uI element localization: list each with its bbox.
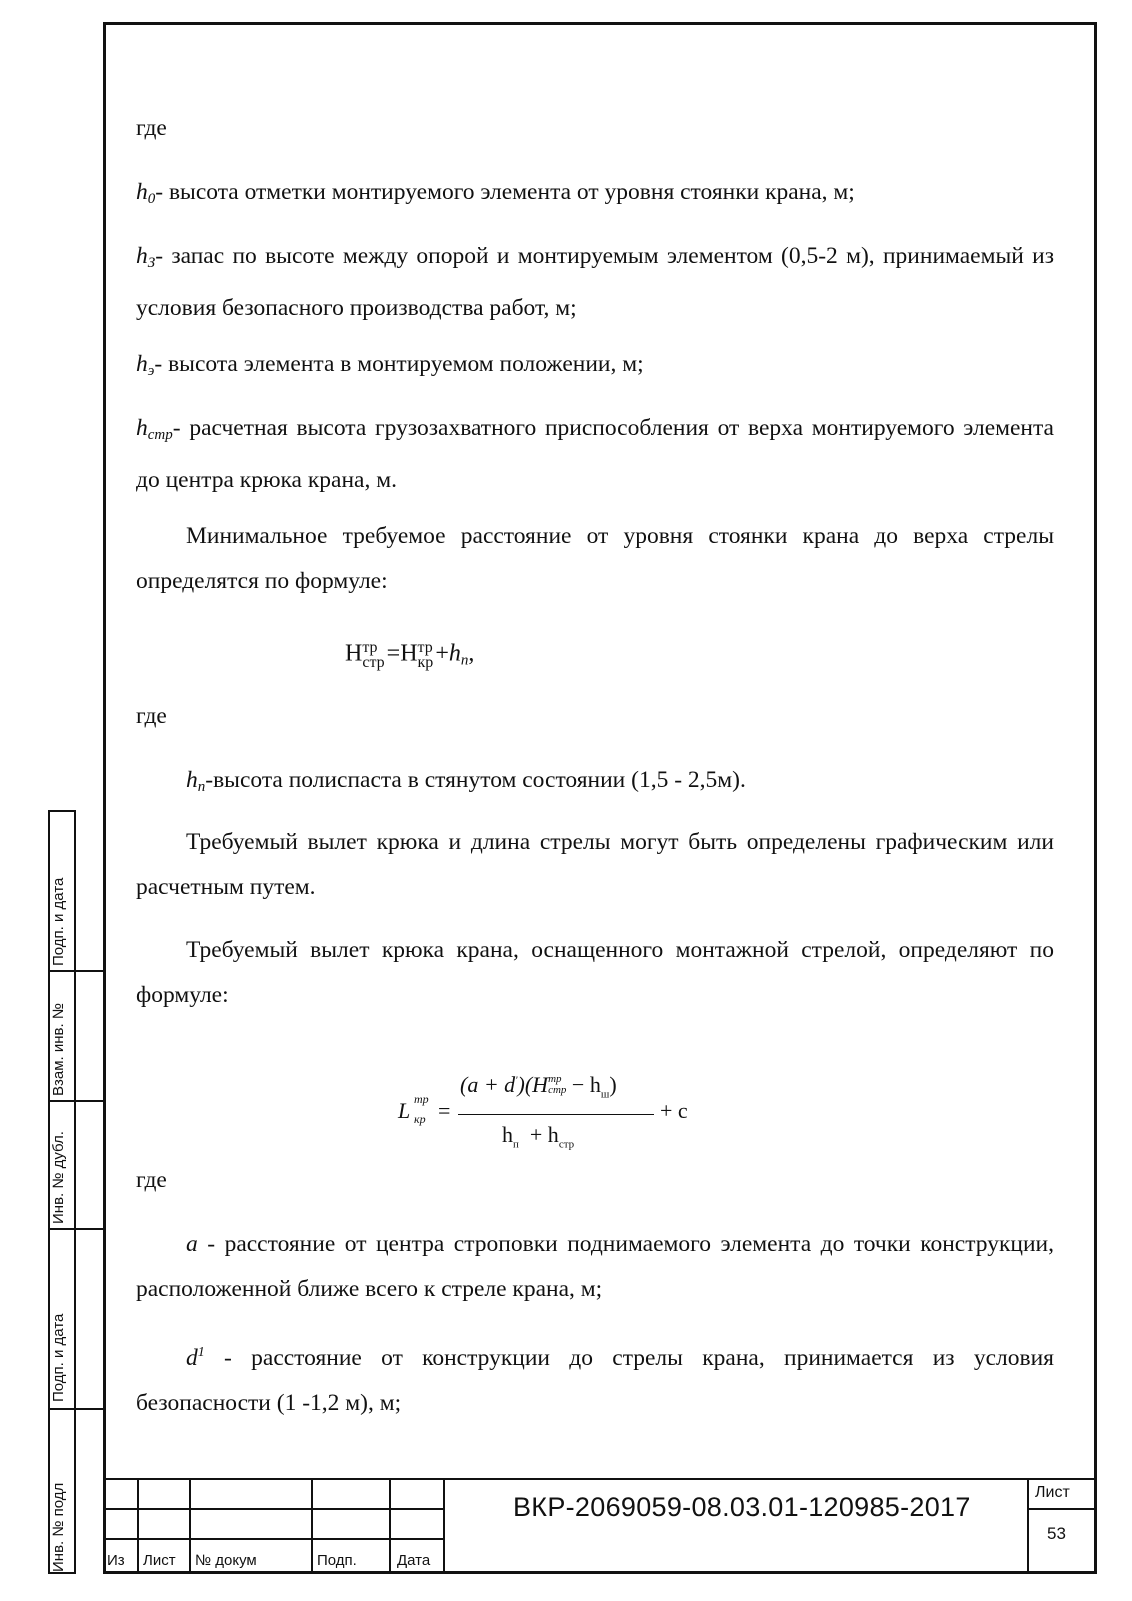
col-doc-number: № докум: [195, 1552, 257, 1569]
paragraph-hook-reach-formula: Требуемый вылет крюка крана, оснащенного монтажной стрелой, определяют по формуле:: [136, 937, 1054, 1008]
paragraph-hook-reach: Требуемый вылет крюка и длина стрелы могут быть определены графическим или расчетным путем.: [136, 829, 1054, 900]
def-hstr: $h_{стр}-$ расчетная высота грузозахватного приспособления от верха монтируемого элемента до центра крюка крана, м.: [136, 415, 1054, 493]
stamp-label-podp-data-1: Подп. и дата: [50, 877, 67, 966]
document-code: ВКР-2069059-08.03.01-120985-2017: [513, 1492, 971, 1522]
where-label-2: где: [136, 703, 167, 729]
col-iz: Из: [107, 1552, 125, 1569]
def-a: a - расстояние от центра строповки поднимаемого элемента до точки конструкции, расположенной ближе всего к стреле крана, м;: [136, 1231, 1054, 1302]
col-list: Лист: [143, 1552, 176, 1569]
paragraph-min-distance: Минимальное требуемое расстояние от уровня стоянки крана до верха стрелы определятся по формуле:: [136, 523, 1054, 594]
stamp-label-inv-dubl: Инв. № дубл.: [50, 1131, 67, 1224]
col-data: Дата: [397, 1552, 431, 1569]
sheet-label: Лист: [1035, 1484, 1070, 1501]
formula-boom-height: Н тр стр =Н тр кр $+h_п$,: [345, 639, 475, 671]
where-label-1: где: [136, 115, 167, 141]
where-label-3: где: [136, 1167, 167, 1193]
def-d1: $d^1$ - расстояние от конструкции до стрелы крана, принимается из условия безопасности (1 -1,2 м), м;: [136, 1344, 1054, 1416]
side-stamp: [48, 810, 103, 1574]
def-he: $h_э-$ высота элемента в монтируемом положении, м;: [136, 351, 644, 379]
stamp-label-vzam-inv: Взам. инв. №: [50, 1003, 67, 1096]
def-hz: $h_З-$ запас по высоте между опорой и монтируемым элементом (0,5-2 м), принимаемый из условия безопасного производства работ, м;: [136, 243, 1054, 321]
stamp-label-inv-podl: Инв. № подл: [50, 1482, 67, 1572]
def-hn: $h_п$-высота полиспаста в стянутом состоянии (1,5 - 2,5м).: [186, 767, 746, 795]
col-podp: Подп.: [317, 1552, 357, 1569]
def-h0: $h_0-$ высота отметки монтируемого элемента от уровня стоянки крана, м;: [136, 179, 855, 207]
sheet-number: 53: [1047, 1524, 1066, 1543]
title-block: [103, 1478, 1097, 1574]
stamp-label-podp-data-2: Подп. и дата: [50, 1313, 67, 1402]
